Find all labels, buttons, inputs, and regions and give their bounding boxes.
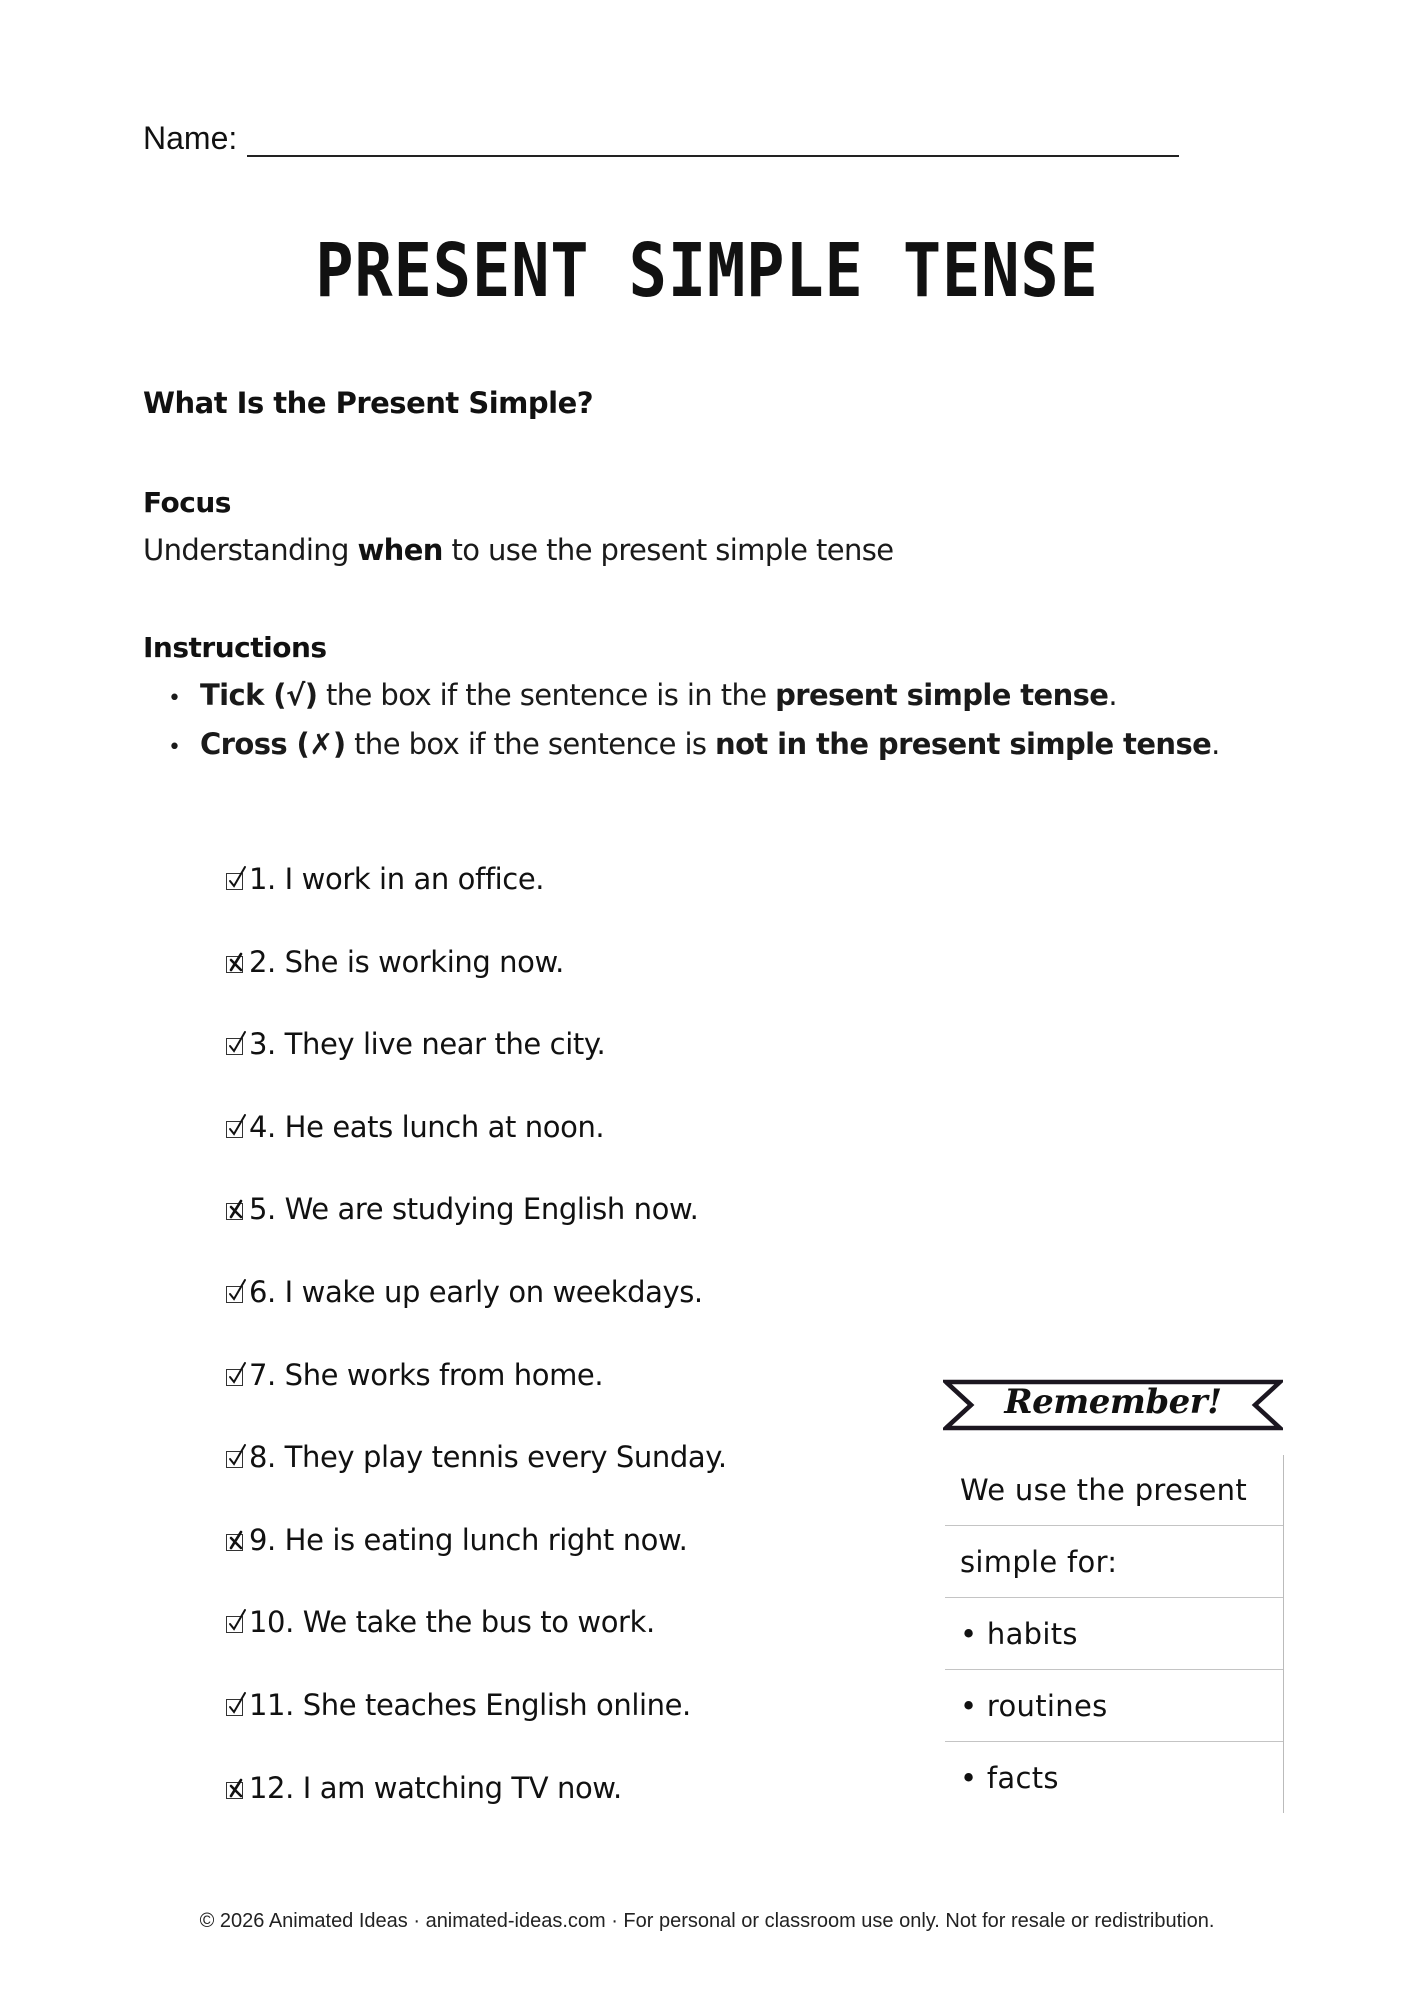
exercise-sentence: 11. She teaches English online.: [249, 1687, 691, 1722]
exercise-item: [226, 1771, 727, 1854]
instruction-bold-tail: not in the present simple tense: [715, 727, 1212, 761]
checkbox-ticked-icon[interactable]: [226, 1286, 243, 1303]
exercise-item: [226, 1440, 727, 1523]
exercise-item: [226, 1192, 727, 1275]
remember-row: • facts: [960, 1760, 1059, 1795]
exercise-sentence: 7. She works from home.: [249, 1357, 604, 1392]
checkbox-ticked-icon[interactable]: [226, 1369, 243, 1386]
checkbox-ticked-icon[interactable]: [226, 873, 243, 890]
instruction-body: the box if the sentence is in the: [317, 678, 776, 712]
remember-row: • routines: [945, 1670, 1283, 1742]
focus-text-bold: when: [357, 533, 443, 567]
exercise-item: [226, 1688, 727, 1771]
exercise-sentence: 10. We take the bus to work.: [249, 1605, 655, 1640]
instructions-heading: Instructions: [143, 631, 327, 664]
exercise-sentence: 12. I am watching TV now.: [249, 1770, 622, 1805]
focus-text: [143, 533, 894, 567]
exercise-item: [226, 1358, 727, 1441]
tick-mark-icon: [225, 1362, 247, 1386]
instruction-end: .: [1108, 678, 1117, 712]
instruction-text: [200, 727, 1220, 761]
footer-copyright: © 2026 Animated Ideas · animated-ideas.com · For personal or classroom use only. Not for resale or redistribution.: [199, 1910, 1215, 1932]
exercise-sentence: 2. She is working now.: [249, 944, 564, 979]
exercise-item: [226, 1027, 727, 1110]
cross-mark-icon: [225, 1775, 247, 1799]
checkbox-crossed-icon[interactable]: [226, 1782, 243, 1799]
name-label: Name:: [143, 120, 238, 156]
checkbox-crossed-icon[interactable]: [226, 1534, 243, 1551]
tick-mark-icon: [225, 1609, 247, 1633]
instruction-bold-lead: Tick (√): [200, 678, 318, 712]
checkbox-crossed-icon[interactable]: [226, 1203, 243, 1220]
tick-mark-icon: [225, 866, 247, 890]
focus-text-before: Understanding: [143, 533, 358, 567]
checkbox-ticked-icon[interactable]: [226, 1121, 243, 1138]
exercise-item: [226, 1523, 727, 1606]
tick-mark-icon: [225, 1279, 247, 1303]
instruction-body: the box if the sentence is: [345, 727, 716, 761]
exercise-item: [226, 1110, 727, 1193]
checkbox-ticked-icon[interactable]: [226, 1038, 243, 1055]
instruction-bold-tail: present simple tense: [775, 678, 1109, 712]
remember-table: [945, 1455, 1284, 1813]
tick-mark-icon: [225, 1692, 247, 1716]
focus-heading: Focus: [143, 486, 231, 519]
checkbox-ticked-icon[interactable]: [226, 1616, 243, 1633]
bullet-dot: •: [168, 686, 181, 711]
name-field-row: [143, 120, 1179, 157]
exercise-sentence: 4. He eats lunch at noon.: [249, 1109, 605, 1144]
bullet-dot: •: [168, 735, 181, 760]
section-heading: What Is the Present Simple?: [143, 386, 594, 420]
cross-mark-icon: [225, 1527, 247, 1551]
tick-mark-icon: [225, 1444, 247, 1468]
remember-banner: [943, 1378, 1283, 1432]
cross-mark-icon: [225, 1196, 247, 1220]
exercise-sentence: 1. I work in an office.: [249, 862, 545, 896]
checkbox-crossed-icon[interactable]: [226, 956, 243, 973]
checkbox-ticked-icon[interactable]: [226, 1699, 243, 1716]
instruction-bullet-tick: [168, 678, 1117, 712]
page-title: PRESENT SIMPLE TENSE: [315, 228, 1099, 314]
instruction-text: [200, 678, 1117, 712]
exercise-item: [226, 1275, 727, 1358]
exercise-sentence: 5. We are studying English now.: [249, 1192, 699, 1227]
name-blank-line[interactable]: [247, 127, 1179, 157]
remember-row: • habits: [945, 1598, 1283, 1670]
remember-title: Remember!: [1004, 1382, 1222, 1422]
instruction-bullet-cross: [168, 727, 1220, 761]
exercise-item: [226, 862, 727, 945]
tick-mark-icon: [225, 1031, 247, 1055]
exercise-list: [226, 862, 727, 1853]
remember-row: simple for:: [945, 1526, 1283, 1598]
cross-mark-icon: [225, 949, 247, 973]
exercise-item: [226, 1605, 727, 1688]
exercise-sentence: 3. They live near the city.: [249, 1027, 606, 1062]
instruction-bold-lead: Cross (✗): [200, 727, 346, 761]
focus-text-after: to use the present simple tense: [442, 533, 894, 567]
exercise-item: [226, 945, 727, 1028]
exercise-sentence: 6. I wake up early on weekdays.: [249, 1274, 703, 1309]
tick-mark-icon: [225, 1114, 247, 1138]
exercise-sentence: 9. He is eating lunch right now.: [249, 1522, 688, 1557]
instruction-end: .: [1211, 727, 1220, 761]
remember-row: We use the present: [945, 1455, 1283, 1526]
exercise-sentence: 8. They play tennis every Sunday.: [249, 1440, 727, 1475]
checkbox-ticked-icon[interactable]: [226, 1451, 243, 1468]
